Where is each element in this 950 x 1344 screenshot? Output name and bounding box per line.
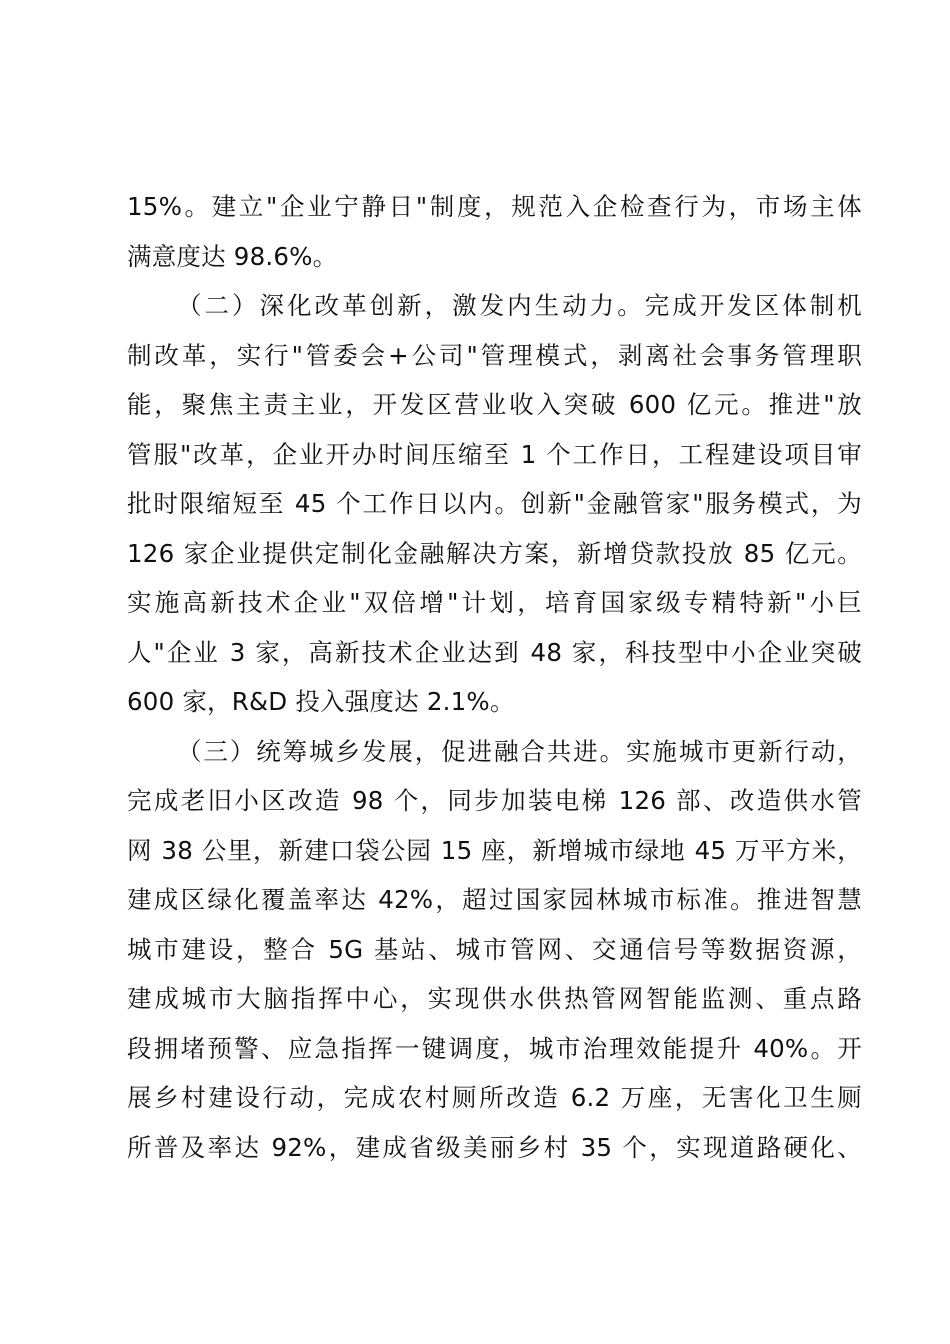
text-line: 人"企业 3 家，高新技术企业达到 48 家，科技型中小企业突破: [127, 637, 862, 667]
text-line: 管服"改革，企业开办时间压缩至 1 个工作日，工程建设项目审: [127, 439, 862, 469]
text-line: 城市建设，整合 5G 基站、城市管网、交通信号等数据资源，: [127, 934, 862, 964]
text-line: 建成区绿化覆盖率达 42%，超过国家园林城市标准。推进智慧: [127, 885, 862, 914]
text-line: 展乡村建设行动，完成农村厕所改造 6.2 万座，无害化卫生厕: [127, 1083, 862, 1112]
text-line: 段拥堵预警、应急指挥一键调度，城市治理效能提升 40%。开: [127, 1033, 862, 1063]
text-line: 网 38 公里，新建口袋公园 15 座，新增城市绿地 45 万平方米，: [127, 835, 862, 865]
text-line: 能，聚焦主责主业，开发区营业收入突破 600 亿元。推进"放: [127, 390, 862, 419]
text-line: 批时限缩短至 45 个工作日以内。创新"金融管家"服务模式，为: [127, 489, 862, 518]
text-line: 完成老旧小区改造 98 个，同步加装电梯 126 部、改造供水管: [127, 786, 862, 815]
text-line: 制改革，实行"管委会+公司"管理模式，剥离社会事务管理职: [127, 340, 862, 370]
text-line: 建成城市大脑指挥中心，实现供水供热管网智能监测、重点路: [127, 984, 862, 1013]
text-line: 600 家，R&D 投入强度达 2.1%。: [127, 687, 515, 716]
text-line: 实施高新技术企业"双倍增"计划，培育国家级专精特新"小巨: [127, 588, 862, 617]
document-body: [127, 182, 862, 1172]
text-line: 15%。建立"企业宁静日"制度，规范入企检查行为，市场主体: [127, 192, 862, 221]
text-line: 126 家企业提供定制化金融解决方案，新增贷款投放 85 亿元。: [127, 538, 862, 568]
section-heading-line: （二）深化改革创新，激发内生动力。完成开发区体制机: [177, 291, 862, 320]
text-line: 所普及率达 92%，建成省级美丽乡村 35 个，实现道路硬化、: [127, 1132, 862, 1162]
section-heading-line: （三）统筹城乡发展，促进融合共进。实施城市更新行动，: [177, 736, 862, 766]
text-line: 满意度达 98.6%。: [127, 241, 338, 271]
